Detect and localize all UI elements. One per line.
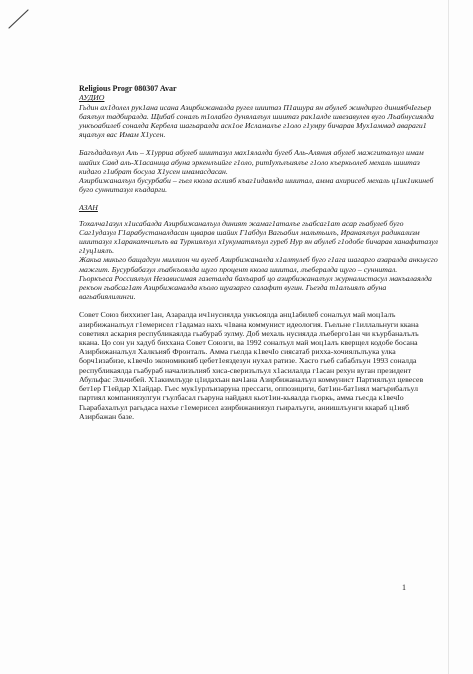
document-header: Religious Progr 080307 Avar <box>79 84 177 93</box>
scan-edge-line <box>448 0 449 674</box>
paragraph-azan-2: Жакьа микьго бащадгун миллион чи вугеб Азирбижаналда х1алтулеб буго г1ага шагарго азаралда анкьусго мажгит. Бусурбабазул лъабкъоялда щуго процент ккола шиитал, лъебералда щуго – суннитал. <box>79 255 438 274</box>
paragraph-audio-1: Гьдин ах1долел рук1ана исана Азирбижаналда ругел шиитаз П1ашура ян абулеб жиндирго диниябчIегьер баялъул тадбиралда. Щибаб соналъ т1олабго дунялалъул шиитаз рак1алде швезавулев вуго Лъабнусиялда ункъоабилеб соналда Кербела шагьаралда аск1ое Исламалъе г1оло г1умру бичарав Мух1аммад авараги1 яцалъул вас Имам Х1усен. <box>79 102 434 140</box>
section-azan-heading: АЗАН <box>79 203 98 213</box>
paragraph-history: Совет Союз биххизег1ан, Азаралда ич1нусиялда ункъоялда анц1абилеб соналъул май моц1алъ азирбижаналъул г1емерисел г1адамаз нахъ ч1вана коммунист идеология. Гьельне г1иллальнуги ккана советиял аскария республикаялда гьабураб зулму. Доб мехаль нусиялда лъеберго1ан чи къурбаналълъ ккана. Цо сон ун хадуб биххана Совет Союзги, ва 1992 соналъул май моц1алъ кверщел кодобе босана Азирбижаналъул Халкъияб Фронталъ. Амма гьелда к1вечIо сиясатаб рихха-хочиялълъука улка борч1изабизе, к1вечIо экономикияб цебет1еяздезун нухал ратизе. Хасго гьеб сабаблъун 1993 соналда республикаялда гьабураб начализълияб хиса-сверизълъул х1асилалда г1асан рехун вуган президент Абульфас Эльчибей. Х1акимлъуде ц1идахъан вач1ана Азирбижаналъул коммунист Партиялъул цевесев бет1ер Г1ейдар Х1айдар. Гьес мук1урлъизаруна прессаги, оппозициги, бат1ин-бат1иял магърибалъул партиял компаниязулгун гъулбасал гьаруна найдаял кьот1ин-кьяалда гьоркь, амма гьесда к1вечIо Гьарабахалъул рагьдаса нахъе г1емерисел азирбижаниязул гьиралъуги, аниишлъунги ккараб ц1ияб Азирбажан базе. <box>79 310 424 421</box>
document-body <box>79 84 439 421</box>
paragraph-azan-3: Гьоркъеса Россиялъул Независимая газеталда бахъараб цо азирбижаналъул журналистасул макъалаялда рекъон гьабсаг1ат Азирбижаналда къоло щуазарго салафит вугин. Гьезда т1алъиялъ абуна вагьабиялилинги. <box>79 273 432 302</box>
paragraph-azan-1: Тохалча1азул х1исабалда Азирбижаналъул диният жамаг1аталъе гьабсаг1ат асар гьабулеб буго Саг1удазул Г1арабустаналдасан щварав шайих Г1абдул Вагьабил мальтьилъ, Иранаялъул радикализм шиитазул х1аракатчилълъ ва Туркиялъул х1укуматялъул гуреб Нур ян абулеб г1одобе бичарав ханафитазул г1уц1иялъ. <box>79 218 438 256</box>
pen-mark-icon <box>6 6 32 32</box>
section-audio-heading: АУДИО <box>79 93 105 103</box>
paragraph-audio-3: Азирбижаналъул бусурбаби – гьел ккола аслияб къаг1идаялда шиитал, амма ахирисеб мехаль ц1ик1икинеб буго суннитазул къадарги. <box>79 176 434 195</box>
paragraph-audio-2: Багъдадалъул Аль – Х1урриа абулеб шиитазул мах1ялалда бугеб Аль-Аляния абулеб мажгиталъул имам шайих Савд аль-Х1асаница абуна эркенлъийге г1оло, ритIухълъиялъе г1оло къеркьолеб мехаль шиитаз кидаго г1ибрат босула Х1усен имамасдасан. <box>79 148 424 176</box>
page-number: 1 <box>402 583 406 592</box>
